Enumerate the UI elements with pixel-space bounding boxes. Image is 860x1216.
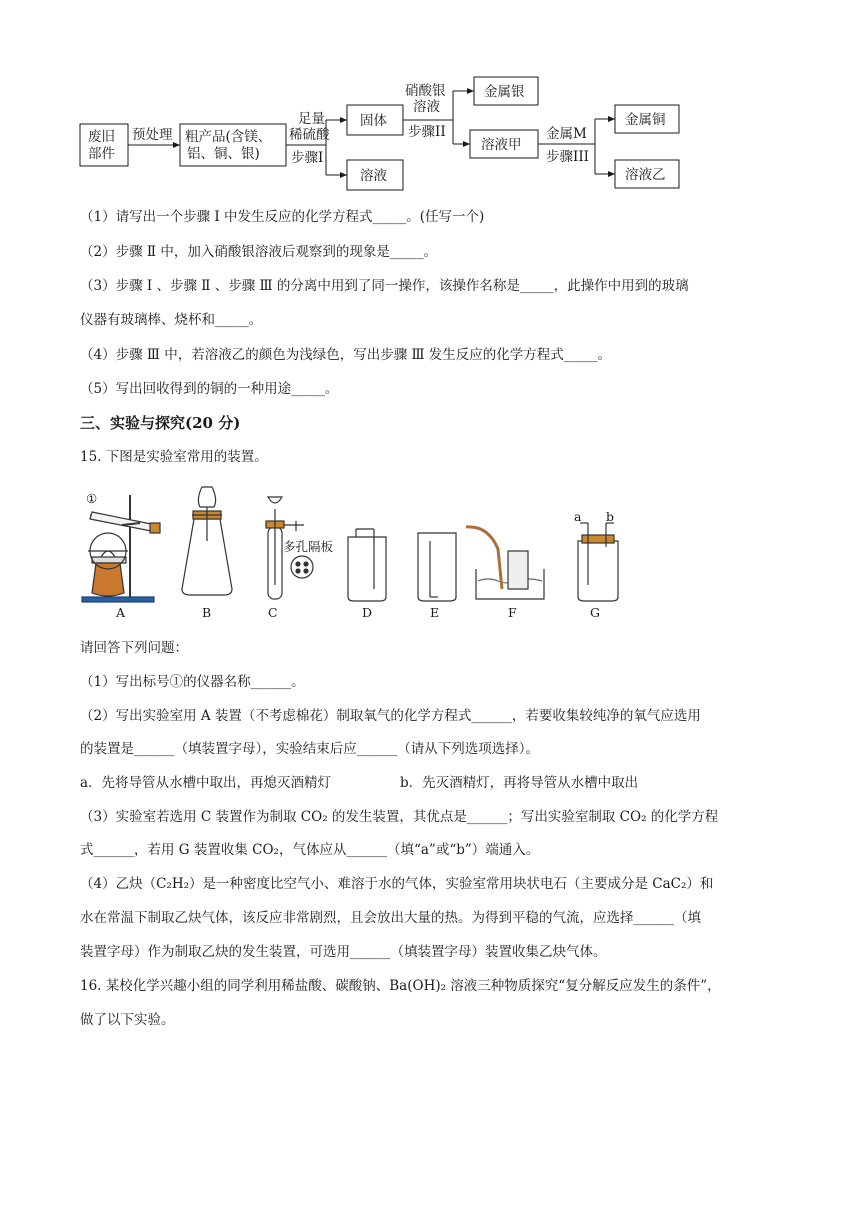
solution-a-label: 溶液甲 [481,137,522,153]
waste-parts-label-1: 废旧 [88,129,115,145]
step3-label: 步骤III [546,149,589,165]
section-heading-experiment: 三、实验与探究(20 分) [80,414,241,432]
sulfuric-acid-label-2: 稀硫酸 [289,127,330,143]
metal-m-label: 金属M [546,126,587,142]
q16-line2: 做了以下实验。 [80,1012,175,1028]
q15-part4-line1: （4）乙炔（C₂H₂）是一种密度比空气小、难溶于水的气体，实验室常用块状电石（主要成分是 CaC₂）和 [80,876,714,892]
crude-product-label-1: 粗产品(含镁、 [185,129,272,145]
q15-intro: 请回答下列问题： [80,640,188,656]
q14-part3-line1: （3）步骤 Ⅰ 、步骤 Ⅱ 、步骤 Ⅲ 的分离中用到了同一操作，该操作名称是_____，此操作中用到的玻璃 [80,278,689,294]
q16-line1: 16. 某校化学兴趣小组的同学利用稀盐酸、碳酸钠、Ba(OH)₂ 溶液三种物质探究“复分解反应发生的条件”， [80,978,721,994]
porous-plate-label: 多孔隔板 [283,539,334,554]
solution-b-label: 溶液乙 [625,167,666,183]
q15-option-b: b．先灭酒精灯，再将导管从水槽中取出 [400,775,639,791]
apparatus-g-label: G [590,605,600,620]
crude-product-label-2: 铝、铜、银) [187,146,260,162]
option-a-text: a．先将导管从水槽中取出，再熄灭酒精灯 [80,775,332,791]
apparatus-c-label: C [268,605,278,620]
q15-part4-line2: 水在常温下制取乙炔气体，该反应非常剧烈，且会放出大量的热。为得到平稳的气流，应选择______（填 [80,910,701,926]
alcohol-burner [92,563,124,596]
q15-option-a [80,773,331,793]
pretreatment-label: 预处理 [132,127,173,143]
solution-label: 溶液 [360,168,387,184]
q15-part3-line1: （3）实验室若选用 C 装置作为制取 CO₂ 的发生装置，其优点是______；写出实验室制取 CO₂ 的化学方程 [80,809,719,825]
q14-part4: （4）步骤 Ⅲ 中，若溶液乙的颜色为浅绿色，写出步骤 Ⅲ 发生反应的化学方程式_____。 [80,347,612,363]
port-b-label: b [606,509,615,524]
flowchart-svg [60,70,760,200]
apparatus-a-base [82,597,154,602]
q14-part5: （5）写出回收得到的铜的一种用途_____。 [80,381,339,397]
apparatus-e-label: E [430,605,440,620]
q14-part3-line2: 仪器有玻璃棒、烧杯和_____。 [80,312,263,328]
waste-parts-label-2: 部件 [88,146,115,162]
lab-apparatus-figure [78,485,638,621]
q15-part3-line2: 式______，若用 G 装置收集 CO₂，气体应从______（填“a”或“b”）端通入。 [80,842,540,858]
q15-part4-line3: 装置字母）作为制取乙炔的发生装置，可选用______（填装置字母）装置收集乙炔气体。 [80,944,607,960]
solid-label: 固体 [360,113,387,129]
q15-part2-line2: 的装置是______（填装置字母），实验结束后应______（请从下列选项选择）。 [80,741,539,757]
silver-nitrate-label-2: 溶液 [413,99,440,115]
apparatus-a-label: A [116,605,126,620]
recycling-flowchart [60,70,760,200]
apparatus-f-label: F [508,605,517,620]
q14-part2: （2）步骤 Ⅱ 中，加入硝酸银溶液后观察到的现象是_____。 [80,244,438,260]
q15-stem: 15. 下图是实验室常用的装置。 [80,449,268,465]
apparatus-b-label: B [202,605,212,620]
q15-part2-line1: （2）写出实验室用 A 装置（不考虑棉花）制取氧气的化学方程式______，若要收集较纯净的氧气应选用 [80,708,701,724]
port-a-label: a [574,509,582,524]
step2-label: 步骤II [408,124,446,140]
step1-label: 步骤I [291,150,324,166]
sulfuric-acid-label-1: 足量 [298,111,325,127]
metal-silver-label: 金属银 [484,84,525,100]
label-circle-1: ① [86,491,98,506]
metal-copper-label: 金属铜 [625,112,666,128]
apparatus-d-label: D [362,605,373,620]
q14-part1: （1）请写出一个步骤 Ⅰ 中发生反应的化学方程式_____。(任写一个) [80,209,485,225]
apparatus-svg [78,485,638,621]
silver-nitrate-label-1: 硝酸银 [405,83,446,99]
q15-part1: （1）写出标号①的仪器名称______。 [80,674,305,690]
